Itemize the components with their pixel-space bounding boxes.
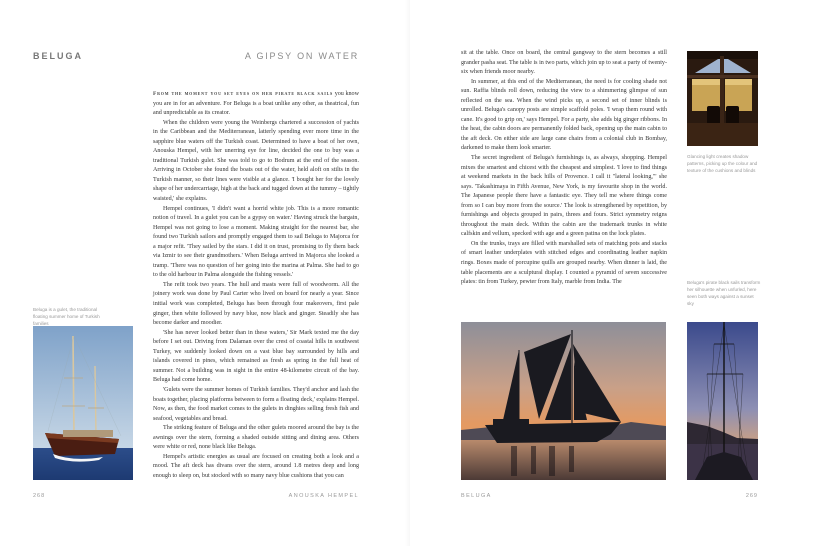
- paragraph: The secret ingredient of Beluga's furnishings is, as always, shopping. Hempel mixes the smartest and chicest with the cheapest and simplest. 'I love to find things at weekend markets in the back hills of Provence. I call it "lateral looking,"' she says. 'Takashimaya in Fifth Avenue, New York, is my favourite shop in the world. The Japanese people there have a fantastic eye. They tell me where things come from so I can buy more from the source.' The look is strengthened by repetition, by furnishings and objects grouped in pairs, threes and fours. Strict symmetry reigns throughout the main deck. Within the cabin are the trademark trunks in white calfskin and vellum, specked with age and a green patina on the lock plates.: [461, 155, 667, 238]
- book-title-folio: BELUGA: [461, 493, 492, 499]
- paragraph: 'She has never looked better than in these waters,' Sir Mark texted me the day before I set out. Driving from Dalaman over the crest of coastal hills in southwest Turkey, we suddenly looked down on a vast blue bay surrounded by hills and islands covered in pines, which remained as fresh as spring in the full heat of summer. Not a building was in sight in the entire 48-kilometre circuit of the bay. Beluga had come home.: [153, 329, 359, 384]
- cabin-photo: [687, 51, 758, 146]
- page-number: 269: [745, 493, 758, 499]
- chapter-title: A GIPSY ON WATER: [244, 51, 359, 61]
- paragraph: When the children were young the Weinbergs chartered a succession of yachts in the Caribbean and the Mediterranean, latterly spending ever more time in the sapphire blue waters off the Turkish coast. Determined to have a boat of her own, Anouska Hempel, with her unerring eye for line, decided the one to buy was a traditional Turkish gulet. She was told to go to Bodrum at the end of the season. Arriving in October she found the boats out of the water, held aloft on stilts in the Turkish manner, so their lines were visible at a glance. 'I bought her for the lovely shape of her undercarriage, high at the back and tugged down at the tummy – tightly waisted,' she explains.: [153, 119, 359, 203]
- paragraph: 'Gulets were the summer homes of Turkish families. They'd anchor and lash the boats together, placing platforms between to form a floating deck,' explains Hempel. Now, as then, the food market comes to the gulets in dinghies selling fresh fish and seafood, vegetables and bread.: [153, 386, 359, 422]
- sails-sunset-photo: [461, 322, 666, 480]
- paragraph: sit at the table. Once on board, the central gangway to the stern becomes a still grander pasha seat. The table is in two parts, which join up to seat a party of twenty-six when friends moor nearby.: [461, 50, 667, 76]
- author-folio: ANOUSKA HEMPEL: [288, 493, 359, 499]
- paragraph: The striking feature of Beluga and the other gulets moored around the bay is the awnings over the stern, forming a shaded outside sitting and dining area. Others were white or red, none black like Beluga.: [153, 425, 359, 451]
- right-page: [410, 0, 820, 546]
- cabin-image-icon: [687, 51, 758, 146]
- page-number: 268: [33, 493, 46, 499]
- body-text-left: [153, 90, 359, 481]
- sails-image-icon: [461, 322, 666, 480]
- paragraph: The refit took two years. The hull and masts were full of woodworm. All the joinery work was done by Paul Carter who lived on board for nearly a year. Since initial work was completed, Beluga has been through four makeovers, first pale ginger, then white followed by navy blue, now black and ginger. Steadily she has become darker and moodier.: [153, 281, 359, 327]
- photo-caption: Beluga is a gulet, the traditional floating summer home of Turkish families: [33, 307, 100, 326]
- mast-image-icon: [687, 322, 758, 480]
- paragraph: Hempel continues, 'I didn't want a horrid white job. This is a more romantic notion of travel. In a gulet you can be a gypsy on water.' Having struck the bargain, Hempel was not going to lose a moment. Making straight for the nearest bar, she found two Turkish sailors and promptly engaged them to sail Beluga to Majorca for a major refit. 'They sailed by the stars. I did it on trust, promising to fly them back via Izmir to see their grandmothers.' When Beluga arrived in Majorca she looked a tramp. 'There was no question of her going into the marina at Palma. She had to go to the old harbour in Palma alongside the fishing vessels.': [153, 205, 359, 279]
- photo-caption: Beluga's pirate black sails transform her silhouette when unfurled, here seen both ways against a sunset sky: [687, 280, 761, 306]
- paragraph: In summer, at this end of the Mediterranean, the need is for cooling shade not sun. Raffia blinds roll down, reducing the view to a shimmering glimpse of sun reflected on the sea. When the wind picks up, a second set of inner blinds is unrolled. Beluga's canopy posts are simple scaffold poles. 'I wrap them round with cane. It's good to grip on,' says Hempel. For a party, she adds big ginger ribbons. In the heat, the cabin doors are permanently folded back, opening up the main cabin to the aft deck. On either side are large cane chairs from a colonial club in Bombay, darkened to make them look smarter.: [461, 78, 667, 152]
- body-text-right: [461, 49, 667, 288]
- paragraph: On the trunks, trays are filled with marshalled sets of matching pots and stacks of smart leather underplates with stitched edges and coordinating leather napkin rings. Boxes made of porcupine quills are grouped nearby. When dinner is laid, the table placements are a sculptural display. I counted a pyramid of seven successive plates: tin from Turkey, pewter from Italy, marble from India. The: [461, 240, 667, 286]
- running-head: BELUGA: [33, 51, 83, 61]
- lead-in: From the moment you set eyes on her pirate black sails: [153, 91, 334, 97]
- gulet-photo: [33, 326, 133, 480]
- mast-sunset-photo: [687, 322, 758, 480]
- paragraph: you know you are in for an adventure. For Beluga is a boat unlike any other, as theatrical, fun and unpredictable as its creator.: [153, 91, 359, 117]
- paragraph: Hempel's artistic energies as usual are focused on creating both a look and a mood. The aft deck has divans over the stern, around 1.8 metres deep and long enough to sleep on, but stocked with so many navy blue cushions that you can: [153, 453, 359, 479]
- photo-caption: Glancing light creates shadow patterns, picking up the colour and texture of the cushions and blinds: [687, 154, 758, 173]
- gulet-image-icon: [33, 326, 133, 480]
